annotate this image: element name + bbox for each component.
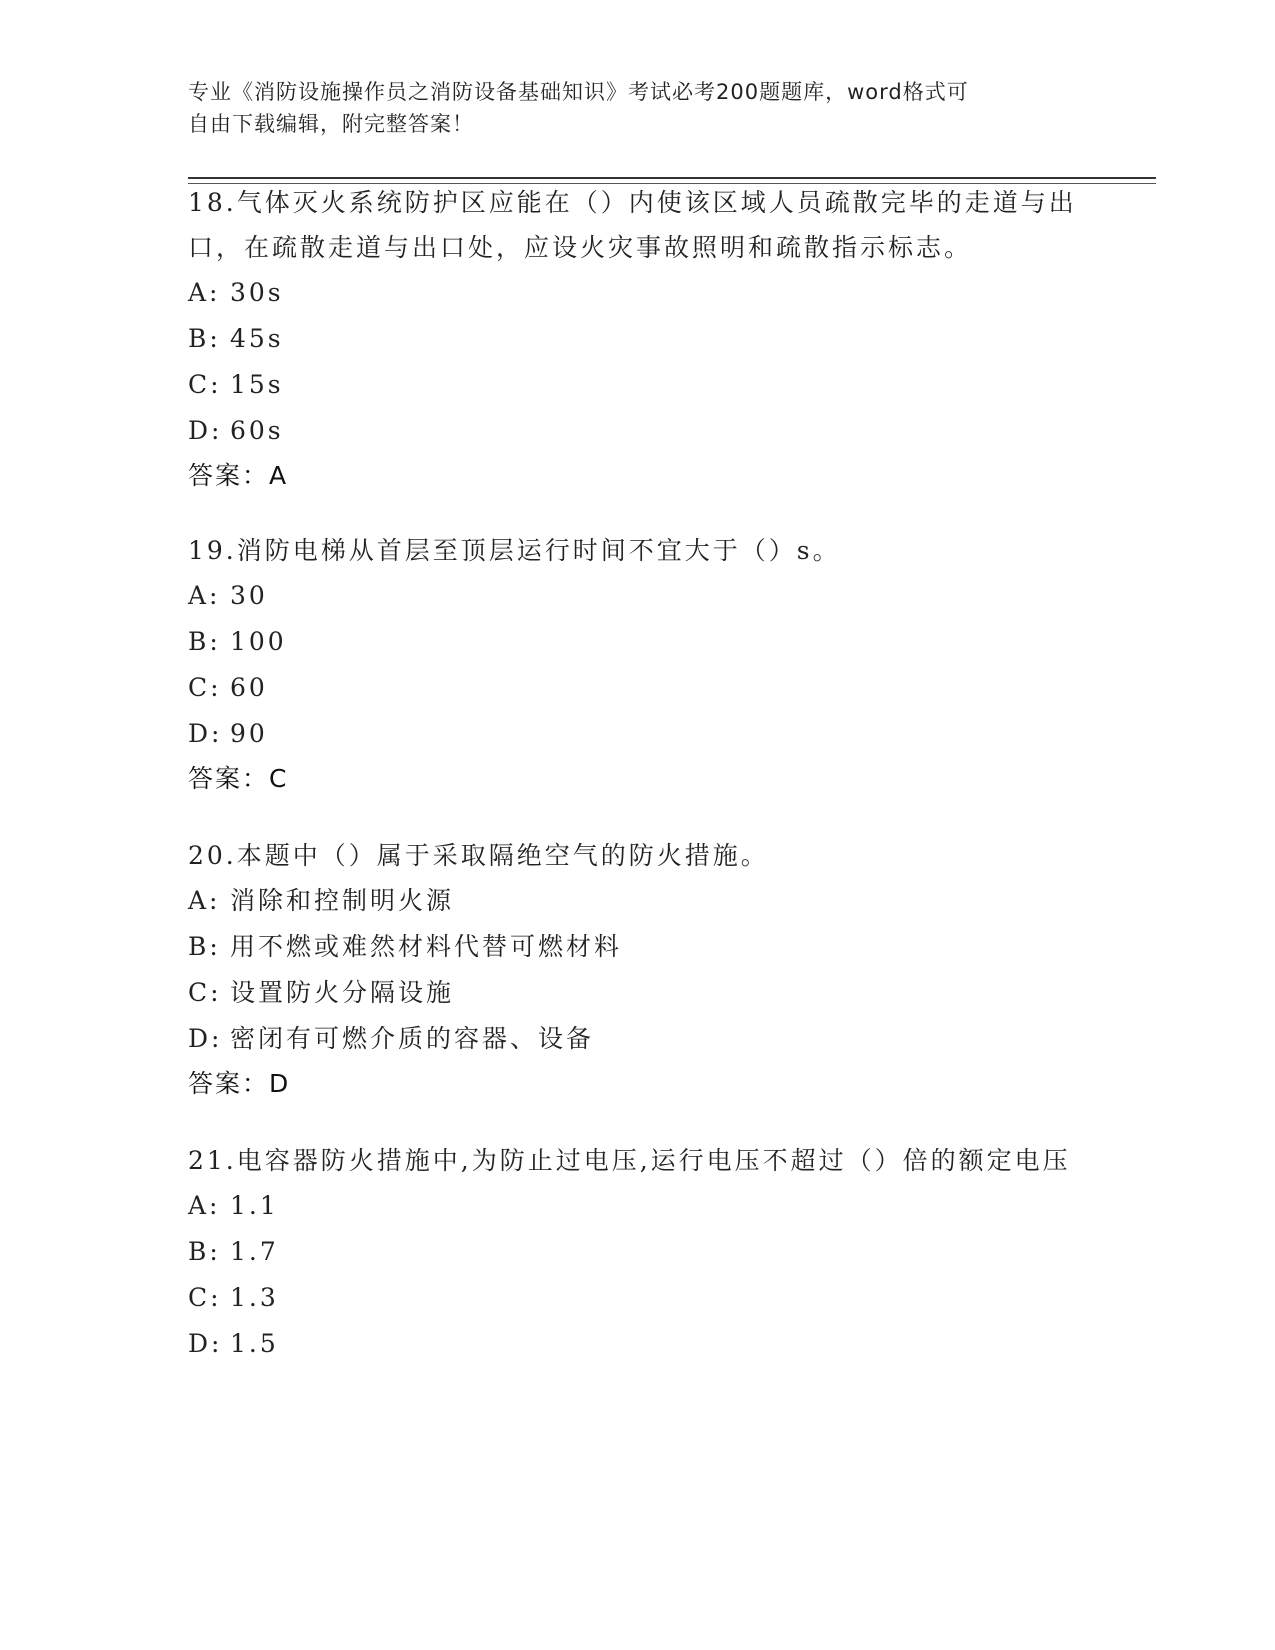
option-c <box>188 970 1088 1016</box>
option-text: 1.7 <box>230 1237 279 1266</box>
option-d <box>188 1016 1088 1062</box>
option-text: 30 <box>230 581 268 610</box>
option-b <box>188 316 1088 362</box>
option-text: 90 <box>230 719 268 748</box>
option-key: D: <box>188 719 223 748</box>
option-text: 密闭有可燃介质的容器、设备 <box>230 1024 595 1053</box>
option-text: 45s <box>230 324 284 353</box>
option-key: C: <box>188 978 222 1007</box>
question-18 <box>188 180 1088 498</box>
document-header <box>188 76 1068 140</box>
option-c <box>188 665 1088 711</box>
option-a <box>188 878 1088 924</box>
answer-label: 答案：A <box>188 461 289 490</box>
option-text: 1.3 <box>230 1283 279 1312</box>
option-text: 设置防火分隔设施 <box>230 978 455 1007</box>
question-19 <box>188 528 1088 801</box>
option-key: D: <box>188 416 223 445</box>
question-stem: 21.电容器防火措施中,为防止过电压,运行电压不超过（）倍的额定电压 <box>188 1146 1071 1175</box>
question-20 <box>188 833 1088 1106</box>
option-key: C: <box>188 673 222 702</box>
option-b <box>188 1229 1088 1275</box>
option-key: D: <box>188 1024 223 1053</box>
option-key: B: <box>188 324 221 353</box>
option-key: A: <box>188 886 221 915</box>
option-c <box>188 1275 1088 1321</box>
option-text: 1.5 <box>230 1329 279 1358</box>
option-text: 消除和控制明火源 <box>230 886 455 915</box>
option-a <box>188 573 1088 619</box>
header-line-2: 自由下载编辑，附完整答案！ <box>188 112 474 136</box>
option-key: B: <box>188 1237 221 1266</box>
option-d <box>188 1321 1088 1367</box>
question-21 <box>188 1138 1088 1367</box>
question-stem: 19.消防电梯从首层至顶层运行时间不宜大于（）s。 <box>188 536 841 565</box>
option-key: B: <box>188 627 221 656</box>
option-text: 60 <box>230 673 268 702</box>
option-c <box>188 362 1088 408</box>
option-text: 30s <box>230 278 284 307</box>
option-key: A: <box>188 581 221 610</box>
option-key: C: <box>188 370 222 399</box>
question-stem: 20.本题中（）属于采取隔绝空气的防火措施。 <box>188 841 769 870</box>
question-stem: 18.气体灭火系统防护区应能在（）内使该区域人员疏散完毕的走道与出口，在疏散走道与出口处，应设火灾事故照明和疏散指示标志。 <box>188 188 1077 262</box>
option-d <box>188 711 1088 757</box>
header-divider-thick <box>188 177 1156 179</box>
option-key: A: <box>188 278 221 307</box>
option-key: D: <box>188 1329 223 1358</box>
option-text: 1.1 <box>230 1191 279 1220</box>
option-key: C: <box>188 1283 222 1312</box>
option-text: 用不燃或难然材料代替可燃材料 <box>230 932 623 961</box>
option-key: A: <box>188 1191 221 1220</box>
option-d <box>188 408 1088 454</box>
option-text: 15s <box>230 370 284 399</box>
option-a <box>188 270 1088 316</box>
answer-label: 答案：C <box>188 764 289 793</box>
option-b <box>188 619 1088 665</box>
header-line-1: 专业《消防设施操作员之消防设备基础知识》考试必考200题题库，word格式可 <box>188 80 969 104</box>
option-a <box>188 1183 1088 1229</box>
option-text: 100 <box>230 627 287 656</box>
option-b <box>188 924 1088 970</box>
option-key: B: <box>188 932 221 961</box>
option-text: 60s <box>230 416 284 445</box>
answer-label: 答案：D <box>188 1069 291 1098</box>
